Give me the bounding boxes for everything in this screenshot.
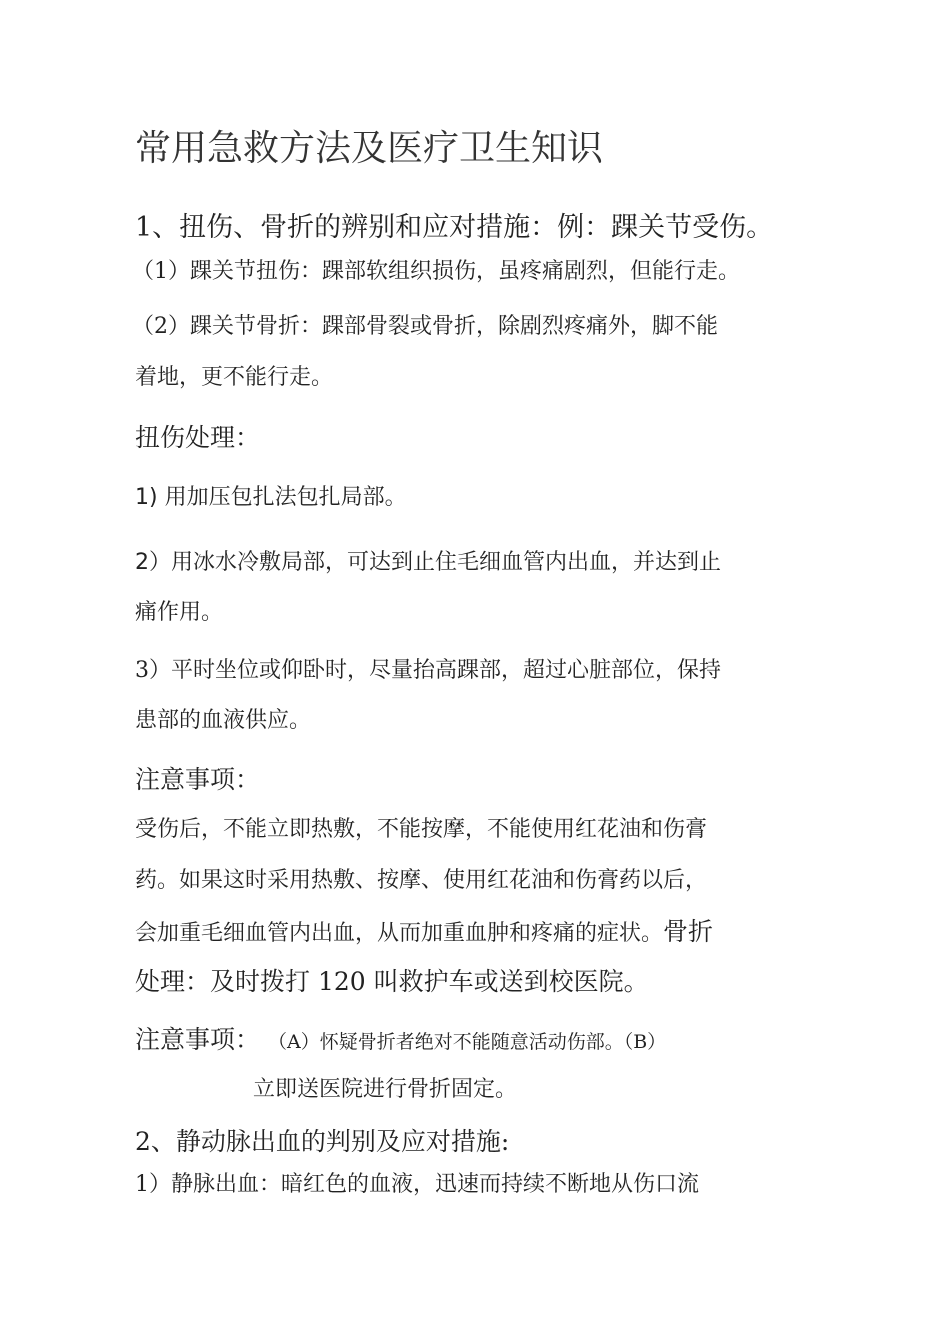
notes-line1: 受伤后，不能立即热敷，不能按摩，不能使用红花油和伤膏 — [135, 817, 708, 842]
fracture-notes-text: （A）怀疑骨折者绝对不能随意活动伤部。（B） — [267, 1031, 667, 1053]
fracture-treatment: 处理：及时拨打 120 叫救护车或送到校医院。 — [135, 967, 649, 996]
step3-line2: 患部的血液供应。 — [135, 708, 312, 733]
page-title: 常用急救方法及医疗卫生知识 — [135, 128, 604, 169]
notes-line3 — [135, 912, 713, 948]
step1-number: 1) — [135, 485, 158, 510]
step2-number: 2 — [135, 550, 149, 575]
step2-text: ）用冰水冷敷局部，可达到止住毛细血管内出血，并达到止 — [149, 550, 722, 575]
fracture-definition-line2: 着地，更不能行走。 — [135, 365, 334, 390]
step3-line1: 3）平时坐位或仰卧时，尽量抬高踝部，超过心脏部位，保持 — [135, 658, 721, 683]
step1-text: 用加压包扎法包扎局部。 — [164, 485, 407, 510]
fracture-notes-line2: 立即送医院进行骨折固定。 — [253, 1077, 518, 1102]
fracture-notes-label: 注意事项： — [135, 1025, 261, 1054]
vein-bleeding: 1）静脉出血：暗红色的血液，迅速而持续不断地从伤口流 — [135, 1172, 699, 1197]
step2-line1 — [135, 545, 721, 576]
sprain-treatment-heading: 扭伤处理： — [135, 423, 261, 452]
notes-heading: 注意事项： — [135, 765, 261, 794]
fracture-notes — [135, 1020, 666, 1056]
sprain-definition: （1）踝关节扭伤：踝部软组织损伤，虽疼痛剧烈，但能行走。 — [132, 259, 740, 284]
section2-heading: 2、静动脉出血的判别及应对措施: — [135, 1127, 510, 1156]
step1 — [135, 480, 407, 511]
section1-heading: 1、扭伤、骨折的辨别和应对措施：例：踝关节受伤。 — [135, 212, 774, 243]
notes-line3-text: 会加重毛细血管内出血，从而加重血肿和疼痛的症状。 — [135, 921, 664, 946]
notes-line2: 药。如果这时采用热敷、按摩、使用红花油和伤膏药以后， — [135, 868, 708, 893]
fracture-label: 骨折 — [663, 917, 714, 946]
step2-line2: 痛作用。 — [135, 600, 224, 625]
fracture-definition-line1: （2）踝关节骨折：踝部骨裂或骨折，除剧烈疼痛外，脚不能 — [132, 314, 718, 339]
